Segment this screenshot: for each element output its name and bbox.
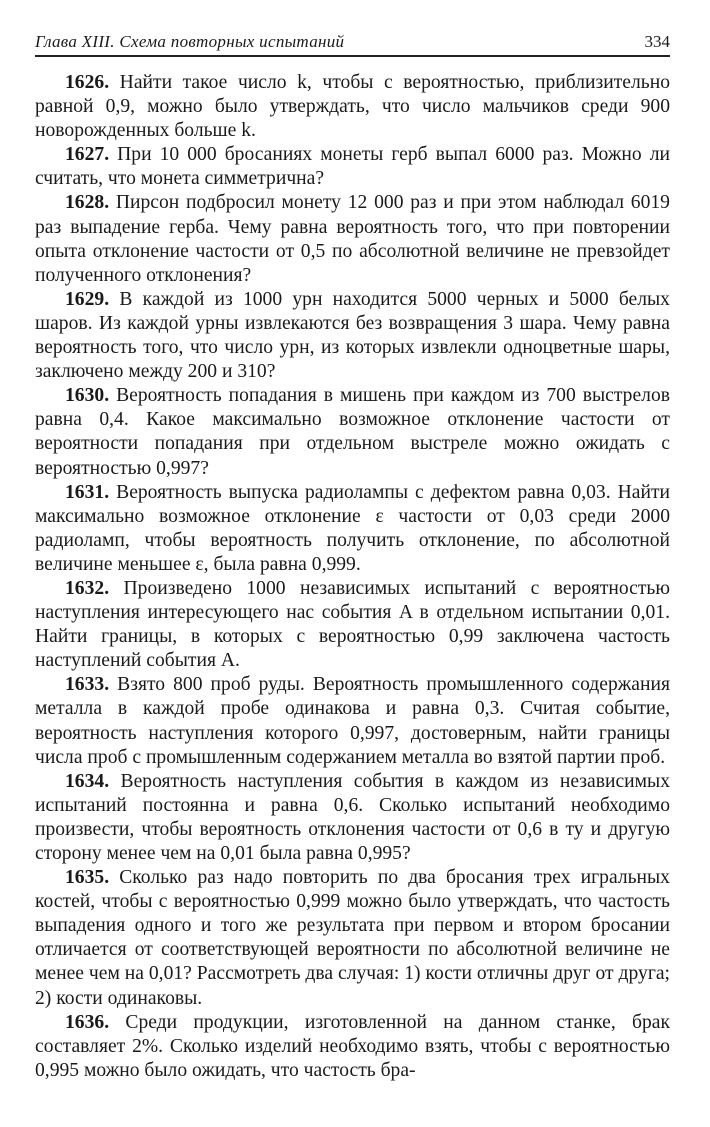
chapter-title: Глава XIII. Схема повторных испытаний [35,32,345,51]
problem-number: 1628. [65,192,110,214]
problem-1634 [35,770,670,866]
problem-text: Среди продукции, изготовленной на данном станке, брак составляет 2%. Сколько изделий необходимо взять, чтобы с вероятностью 0,995 можно было ожидать, что частость бра- [35,1011,670,1081]
problem-1630 [35,384,670,480]
problem-number: 1630. [65,385,110,407]
problem-text: Найти такое число k, чтобы с вероятностью, приблизительно равной 0,9, можно было утверждать, что число мальчиков среди 900 новорожденных больше k. [35,72,670,142]
page-number: 334 [644,32,670,51]
problem-1635 [35,866,670,1011]
problem-number: 1626. [65,72,110,93]
problem-number: 1627. [65,144,110,166]
problem-1629 [35,288,670,384]
problem-text: Сколько раз надо повторить по два бросания трех игральных костей, чтобы с вероятностью 0,999 можно было утверждать, что частость выпадения одного и того же результата при первом и втором бросании отличается от соответствующей вероятности по абсолютной величине не менее чем на 0,01? Рассмотреть два случая: 1) кости отличны друг от друга; 2) кости одинаковы. [35,867,670,1009]
problem-text: Произведено 1000 независимых испытаний с вероятностью наступления интересующего нас события A в отдельном испытании 0,01. Найти границы, в которых с вероятностью 0,99 заключена частость наступлений события A. [35,577,671,672]
problem-number: 1631. [65,481,110,503]
problems-list [35,71,670,1083]
problem-text: В каждой из 1000 урн находится 5000 черных и 5000 белых шаров. Из каждой урны извлекаются без возвращения 3 шара. Чему равна вероятность того, что число урн, из которых извлекли одноцветные шары, заключено между 200 и 310? [35,288,670,383]
problem-1627 [35,143,670,191]
book-page [35,30,670,1083]
problem-text: При 10 000 бросаниях монеты герб выпал 6000 раз. Можно ли считать, что монета симметрична? [35,144,670,190]
problem-number: 1633. [65,674,110,696]
problem-text: Вероятность попадания в мишень при каждом из 700 выстрелов равна 0,4. Какое максимально возможное отклонение частости от вероятности попадания при отдельном выстреле можно ожидать с вероятностью 0,997? [35,385,670,479]
problem-1633 [35,673,670,769]
problem-1626 [35,71,670,143]
problem-1636 [35,1011,670,1083]
problem-number: 1635. [65,867,110,889]
problem-number: 1634. [65,770,110,792]
problem-1628 [35,191,670,287]
problem-number: 1632. [65,577,110,599]
problem-text: Вероятность выпуска радиолампы с дефектом равна 0,03. Найти максимально возможное отклонение ε частости от 0,03 среди 2000 радиоламп, чтобы вероятность получить отклонение, по абсолютной величине меньшее ε, была равна 0,999. [35,481,670,575]
problem-number: 1636. [65,1011,110,1033]
problem-number: 1629. [65,288,110,310]
running-header [35,30,670,57]
problem-1632 [35,577,670,673]
problem-text: Вероятность наступления события в каждом из независимых испытаний постоянна и равна 0,6. Сколько испытаний необходимо произвести, чтобы вероятность отклонения частости от 0,6 в ту и другую сторону менее чем на 0,01 была равна 0,995? [35,770,670,864]
problem-text: Взято 800 проб руды. Вероятность промышленного содержания металла в каждой пробе одинакова и равна 0,3. Считая событие, вероятность наступления которого 0,997, достоверным, найти границы числа проб с промышленным содержанием металла во взятой партии проб. [35,674,670,768]
problem-text: Пирсон подбросил монету 12 000 раз и при этом наблюдал 6019 раз выпадение герба. Чему равна вероятность того, что при повторении опыта отклонение частости от 0,5 по абсолютной величине не превзойдет полученного отклонения? [35,192,670,286]
problem-1631 [35,481,670,577]
